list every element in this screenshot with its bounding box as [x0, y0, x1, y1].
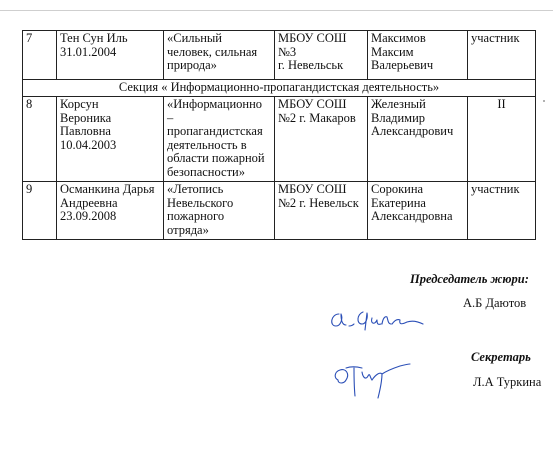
teacher-line: Александрович: [371, 124, 454, 138]
work-title-line: человек, сильная: [167, 44, 258, 59]
work-title-line: «Информационно –: [167, 97, 263, 125]
teacher-line: Валерьевич: [371, 58, 434, 72]
participant-name: Корсун: [60, 97, 99, 111]
participant-name: Османкина Дарья: [60, 182, 155, 196]
participant-name: Тен Сун Иль: [60, 31, 128, 45]
table-row: [23, 182, 536, 240]
participant-birthdate: 10.04.2003: [60, 137, 117, 152]
school-cell: [275, 182, 368, 240]
work-title-cell: [164, 97, 275, 182]
participant-name: Павловна: [60, 124, 111, 138]
row-number: 9: [23, 182, 57, 240]
teacher-line: Владимир: [371, 110, 426, 125]
teacher-line: Железный: [371, 97, 426, 111]
school-line: МБОУ СОШ: [278, 97, 347, 111]
work-title-line: «Сильный: [167, 31, 222, 45]
section-title: Секция « Информационно-пропагандистская деятельность»: [23, 80, 536, 97]
school-line: №2 г. Невельск: [278, 195, 359, 210]
teacher-line: Сорокина: [371, 182, 424, 196]
row-number: 7: [23, 31, 57, 80]
handwritten-signature-secretary: [332, 356, 412, 406]
teacher-cell: [368, 182, 468, 240]
teacher-line: Александровна: [371, 209, 453, 223]
secretary-name: Л.А Туркина: [473, 375, 542, 389]
participant-cell: [57, 31, 164, 80]
jury-chair-role: Председатель жюри:: [410, 272, 529, 286]
work-title-line: «Летопись: [167, 182, 224, 196]
school-cell: [275, 97, 368, 182]
participant-cell: [57, 182, 164, 240]
work-title-line: отряда»: [167, 222, 209, 237]
table-row: [23, 31, 536, 80]
work-title-cell: [164, 31, 275, 80]
scan-speck: [543, 100, 545, 102]
result-cell: II: [468, 97, 536, 182]
work-title-line: пожарного: [167, 209, 225, 223]
handwritten-signature-chair: [325, 302, 425, 336]
work-title-line: безопасности»: [167, 164, 245, 179]
teacher-line: Максимов: [371, 31, 426, 45]
school-line: МБОУ СОШ: [278, 182, 347, 196]
teacher-cell: [368, 97, 468, 182]
school-cell: [275, 31, 368, 80]
results-table: [22, 30, 536, 240]
row-number: 8: [23, 97, 57, 182]
page-top-edge: [0, 10, 553, 11]
table-row: [23, 97, 536, 182]
work-title-line: Невельского: [167, 195, 234, 210]
section-row: [23, 80, 536, 97]
jury-chair-name: А.Б Даютов: [463, 296, 527, 310]
school-line: №2 г. Макаров: [278, 110, 356, 125]
teacher-line: Максим: [371, 44, 414, 59]
result-cell: участник: [468, 182, 536, 240]
participant-cell: [57, 97, 164, 182]
work-title-line: пропагандистская: [167, 124, 263, 138]
participant-name: Андреевна: [60, 195, 118, 210]
work-title-line: области пожарной: [167, 151, 265, 165]
participant-birthdate: 31.01.2004: [60, 44, 117, 59]
school-line: МБОУ СОШ №3: [278, 31, 347, 59]
work-title-line: деятельность в: [167, 137, 247, 152]
work-title-line: природа»: [167, 58, 217, 72]
participant-name: Вероника: [60, 110, 112, 125]
school-line: г. Невельськ: [278, 58, 344, 72]
result-cell: участник: [468, 31, 536, 80]
work-title-cell: [164, 182, 275, 240]
participant-birthdate: 23.09.2008: [60, 209, 117, 223]
secretary-role: Секретарь: [471, 350, 531, 364]
teacher-cell: [368, 31, 468, 80]
teacher-line: Екатерина: [371, 195, 426, 210]
